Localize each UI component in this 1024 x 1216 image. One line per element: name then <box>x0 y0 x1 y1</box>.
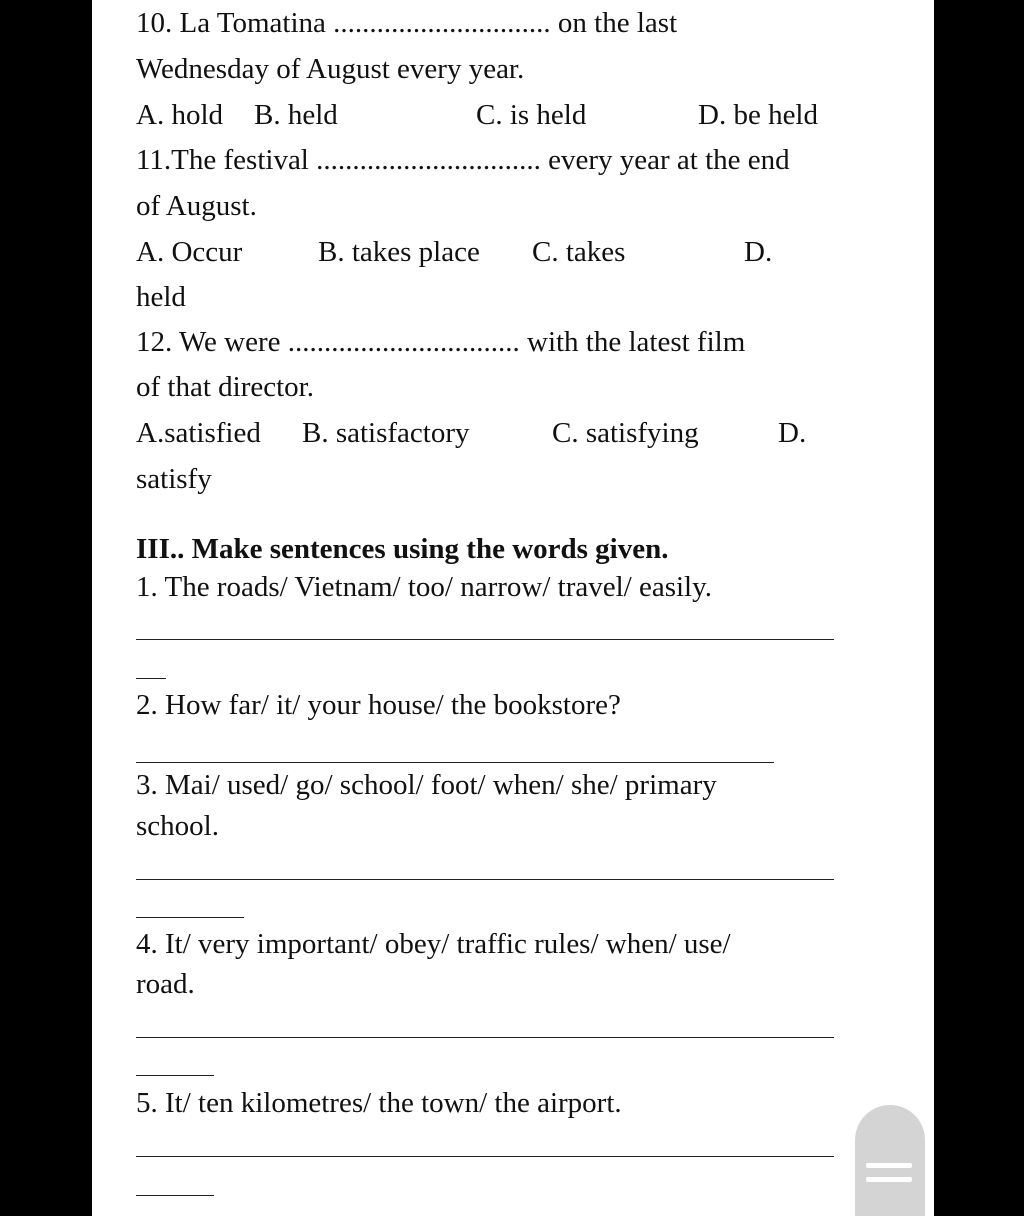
option-12-d-cont: satisfy <box>136 463 212 495</box>
option-12-c[interactable]: C. satisfying <box>552 417 699 449</box>
question-12-prompt-cont: of that director. <box>136 371 314 403</box>
answer-line-2[interactable] <box>136 762 774 763</box>
question-10-prompt: 10. La Tomatina .............................. on the last <box>136 7 678 39</box>
answer-line-4-cont[interactable] <box>136 1075 214 1076</box>
option-12-b[interactable]: B. satisfactory <box>302 417 470 449</box>
sentence-prompt-3-cont: school. <box>136 810 219 842</box>
answer-line-1[interactable] <box>136 639 834 640</box>
answer-blank[interactable]: ............................... <box>316 144 541 176</box>
option-10-c[interactable]: C. is held <box>476 99 587 131</box>
scroll-handle[interactable] <box>855 1105 925 1216</box>
option-10-d[interactable]: D. be held <box>698 99 818 131</box>
option-11-c[interactable]: C. takes <box>532 236 626 268</box>
sentence-prompt-3: 3. Mai/ used/ go/ school/ foot/ when/ she/ primary <box>136 769 717 801</box>
answer-blank[interactable]: ................................ <box>287 326 520 358</box>
section-heading: III.. Make sentences using the words given. <box>136 533 669 565</box>
option-12-d[interactable]: D. <box>778 417 807 449</box>
question-12-prompt: 12. We were ................................ with the latest film <box>136 326 746 358</box>
sentence-prompt-4: 4. It/ very important/ obey/ traffic rules/ when/ use/ <box>136 928 731 960</box>
option-11-d[interactable]: D. <box>744 236 773 268</box>
answer-line-5[interactable] <box>136 1156 834 1157</box>
sentence-prompt-2: 2. How far/ it/ your house/ the bookstore? <box>136 689 621 721</box>
answer-line-3[interactable] <box>136 879 834 880</box>
sentence-prompt-1: 1. The roads/ Vietnam/ too/ narrow/ travel/ easily. <box>136 571 712 603</box>
worksheet-page <box>92 0 934 1216</box>
question-11-prompt: 11.The festival ............................... every year at the end <box>136 144 790 176</box>
answer-line-1-cont[interactable] <box>136 678 166 679</box>
option-11-a[interactable]: A. Occur <box>136 236 243 268</box>
sentence-prompt-5: 5. It/ ten kilometres/ the town/ the airport. <box>136 1087 622 1119</box>
grip-line-icon <box>866 1163 912 1168</box>
answer-blank[interactable]: .............................. <box>333 7 551 39</box>
option-10-a[interactable]: A. hold <box>136 99 223 131</box>
option-12-a[interactable]: A.satisfied <box>136 417 261 449</box>
question-11-prompt-cont: of August. <box>136 190 257 222</box>
answer-line-4[interactable] <box>136 1037 834 1038</box>
option-11-d-cont: held <box>136 281 186 313</box>
answer-line-3-cont[interactable] <box>136 917 244 918</box>
option-11-b[interactable]: B. takes place <box>318 236 480 268</box>
grip-line-icon <box>866 1177 912 1182</box>
question-10-prompt-cont: Wednesday of August every year. <box>136 53 525 85</box>
answer-line-5-cont[interactable] <box>136 1195 214 1196</box>
sentence-prompt-4-cont: road. <box>136 968 195 1000</box>
option-10-b[interactable]: B. held <box>254 99 338 131</box>
